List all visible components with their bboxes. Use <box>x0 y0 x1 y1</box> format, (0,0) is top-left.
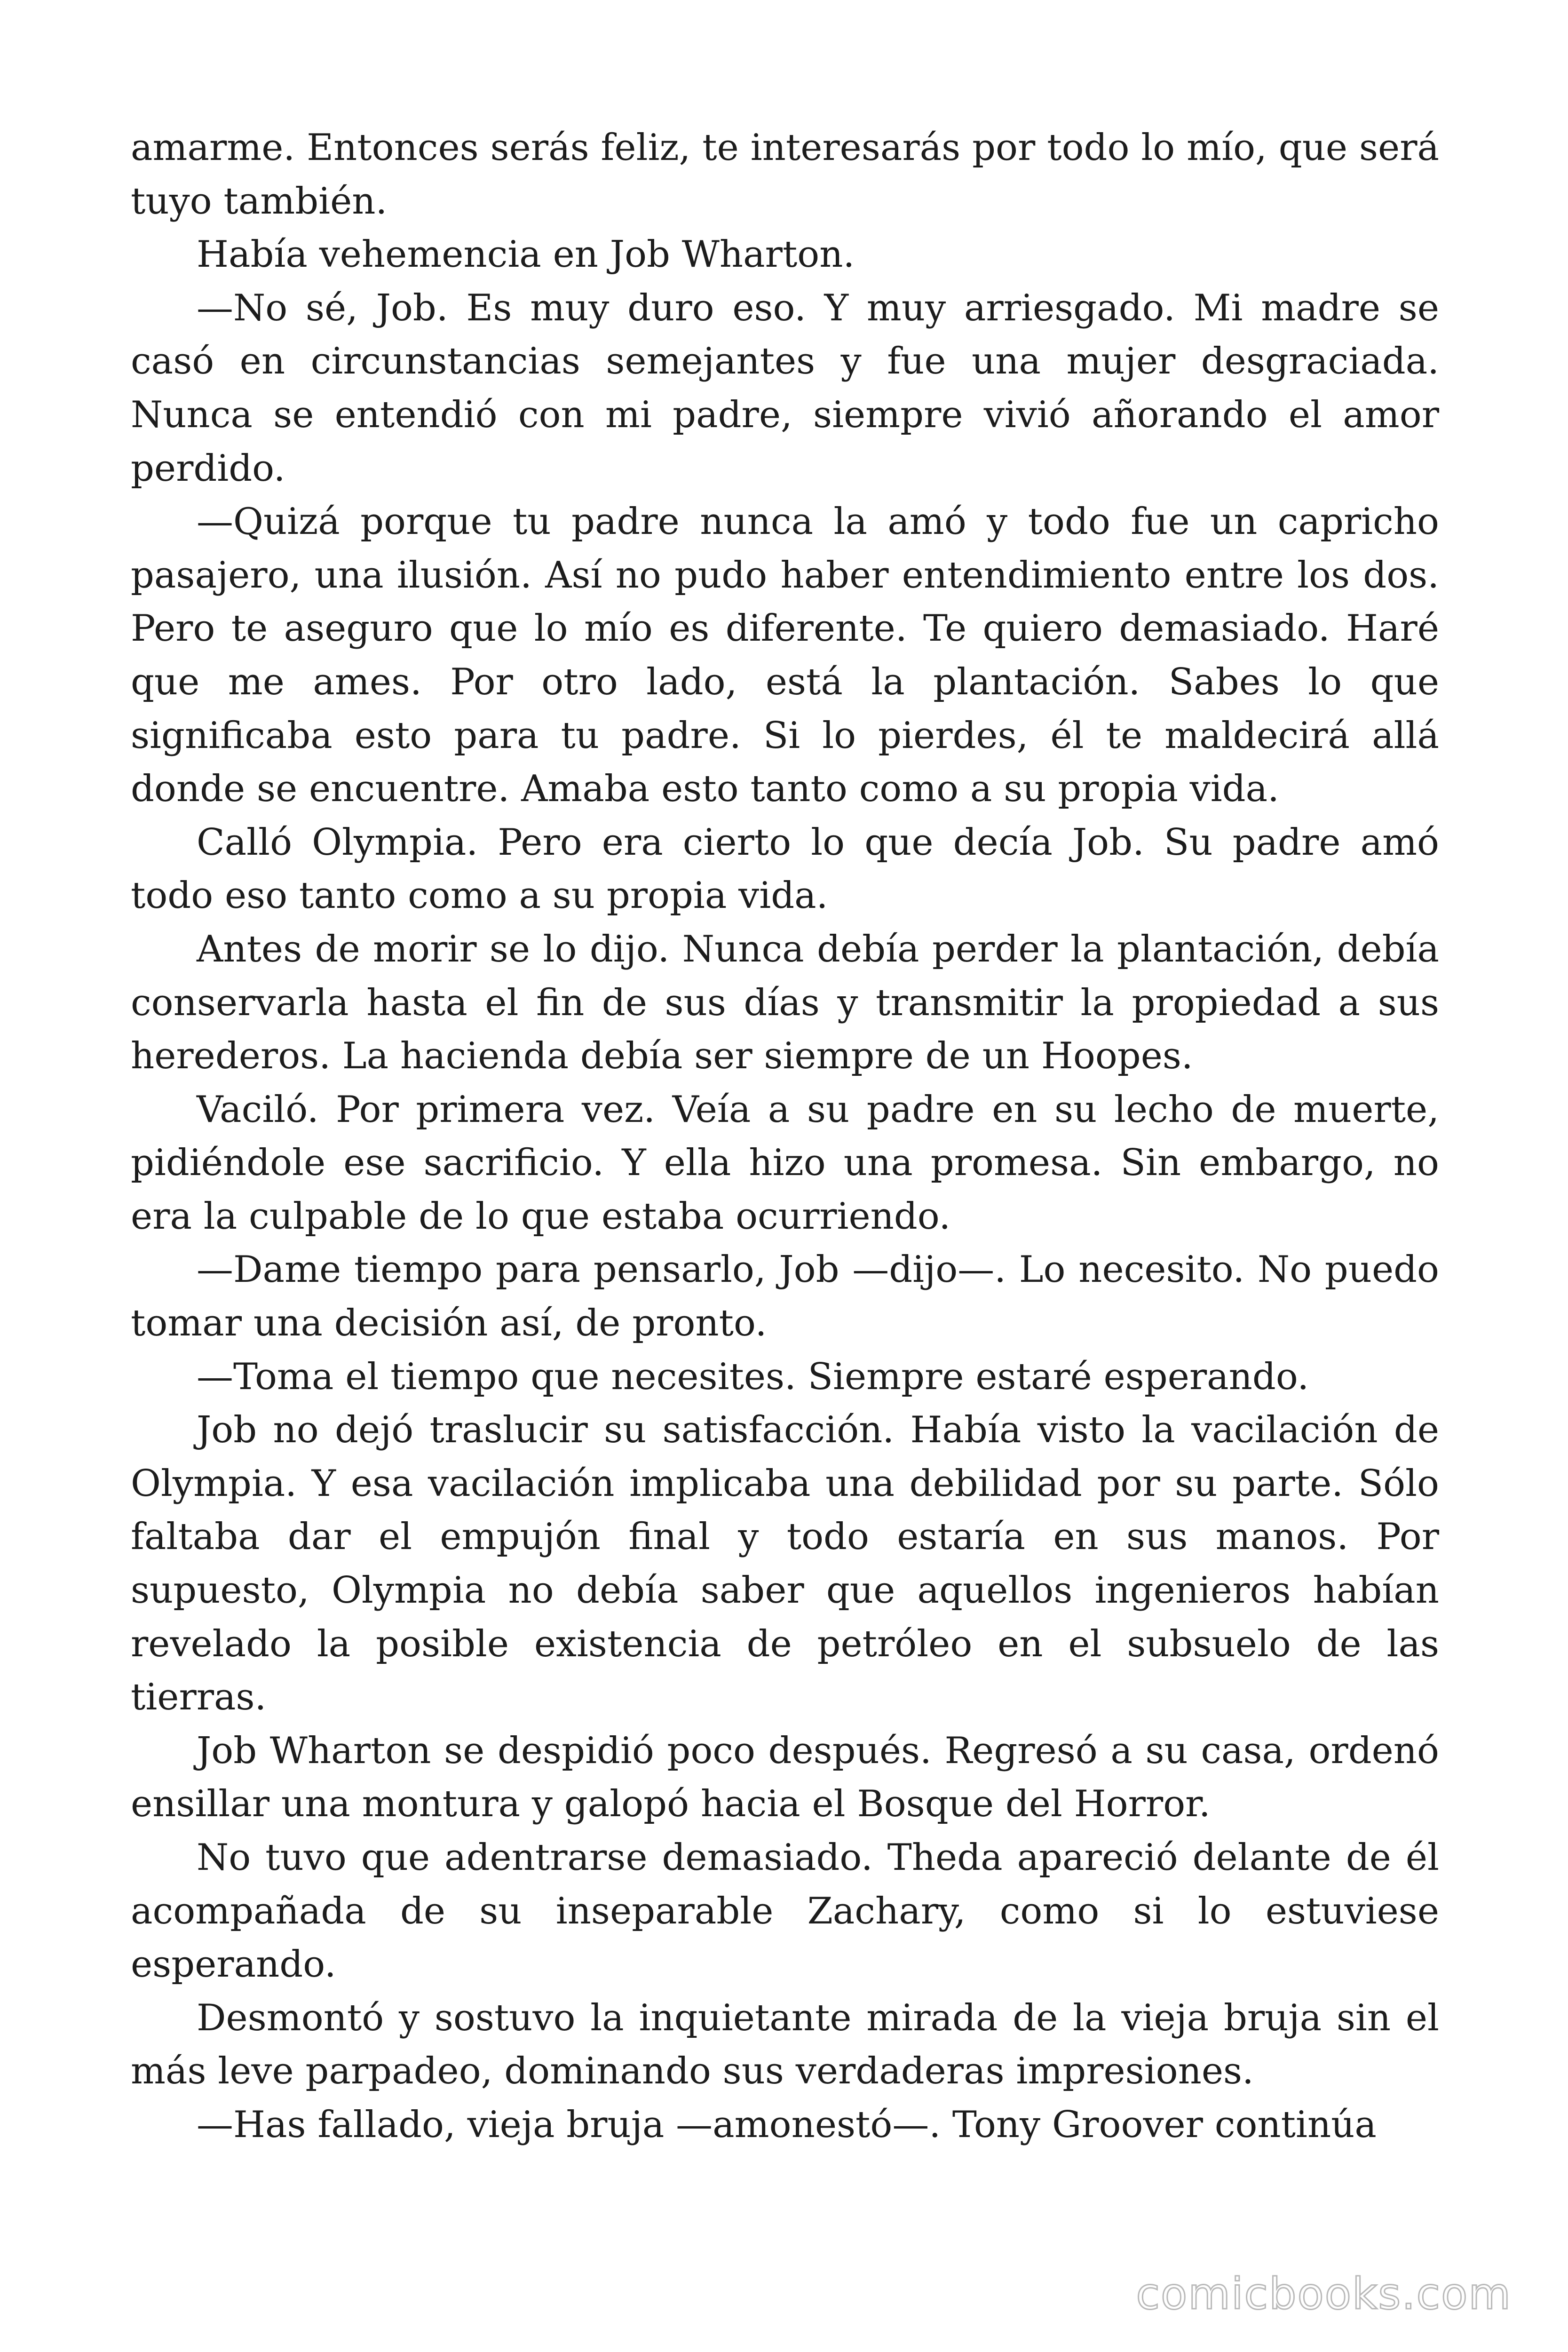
paragraph-3: —No sé, Job. Es muy duro eso. Y muy arriesgado. Mi madre se casó en circunstancias semejantes y fue una mujer desgraciada. Nunca se entendió con mi padre, siempre vivió añorando el amor perdido. <box>131 286 1439 490</box>
paragraph-4: —Quizá porque tu padre nunca la amó y todo fue un capricho pasajero, una ilusión. Así no pudo haber entendimiento entre los dos. Pero te aseguro que lo mío es diferente. Te quiero demasiado. Haré que me ames. Por otro lado, está la plantación. Sabes lo que significaba esto para tu padre. Si lo pierdes, él te maldecirá allá donde se encuentre. Amaba esto tanto como a su propia vida. <box>131 501 1439 810</box>
paragraph-14: —Has fallado, vieja bruja —amonestó—. Tony Groover continúa <box>197 2103 1377 2146</box>
paragraph-1: amarme. Entonces serás feliz, te interesarás por todo lo mío, que será tuyo también. <box>131 127 1439 222</box>
paragraph-10: Job no dejó traslucir su satisfacción. Había visto la vacilación de Olympia. Y esa vacilación implicaba una debilidad por su parte. Sólo faltaba dar el empujón final y todo estaría en sus manos. Por supuesto, Olympia no debía saber que aquellos ingenieros habían revelado la posible existencia de petróleo en el subsuelo de las tierras. <box>131 1409 1439 1719</box>
page-text <box>131 121 1439 2152</box>
paragraph-7: Vaciló. Por primera vez. Veía a su padre en su lecho de muerte, pidiéndole ese sacrificio. Y ella hizo una promesa. Sin embargo, no era la culpable de lo que estaba ocurriendo. <box>131 1088 1439 1238</box>
paragraph-8: —Dame tiempo para pensarlo, Job —dijo—. Lo necesito. No puedo tomar una decisión así, de pronto. <box>131 1248 1439 1345</box>
paragraph-2: Había vehemencia en Job Wharton. <box>197 233 855 276</box>
paragraph-12: No tuvo que adentrarse demasiado. Theda apareció delante de él acompañada de su inseparable Zachary, como si lo estuviese esperando. <box>131 1836 1439 1986</box>
paragraph-9: —Toma el tiempo que necesites. Siempre estaré esperando. <box>197 1355 1309 1398</box>
paragraph-11: Job Wharton se despidió poco después. Regresó a su casa, ordenó ensillar una montura y galopó hacia el Bosque del Horror. <box>131 1729 1439 1826</box>
paragraph-5: Calló Olympia. Pero era cierto lo que decía Job. Su padre amó todo eso tanto como a su propia vida. <box>131 821 1439 917</box>
paragraph-13: Desmontó y sostuvo la inquietante mirada de la vieja bruja sin el más leve parpadeo, dominando sus verdaderas impresiones. <box>131 1996 1439 2093</box>
paragraph-6: Antes de morir se lo dijo. Nunca debía perder la plantación, debía conservarla hasta el fin de sus días y transmitir la propiedad a sus herederos. La hacienda debía ser siempre de un Hoopes. <box>131 928 1439 1078</box>
watermark: comicbooks.com <box>1136 2269 1512 2319</box>
